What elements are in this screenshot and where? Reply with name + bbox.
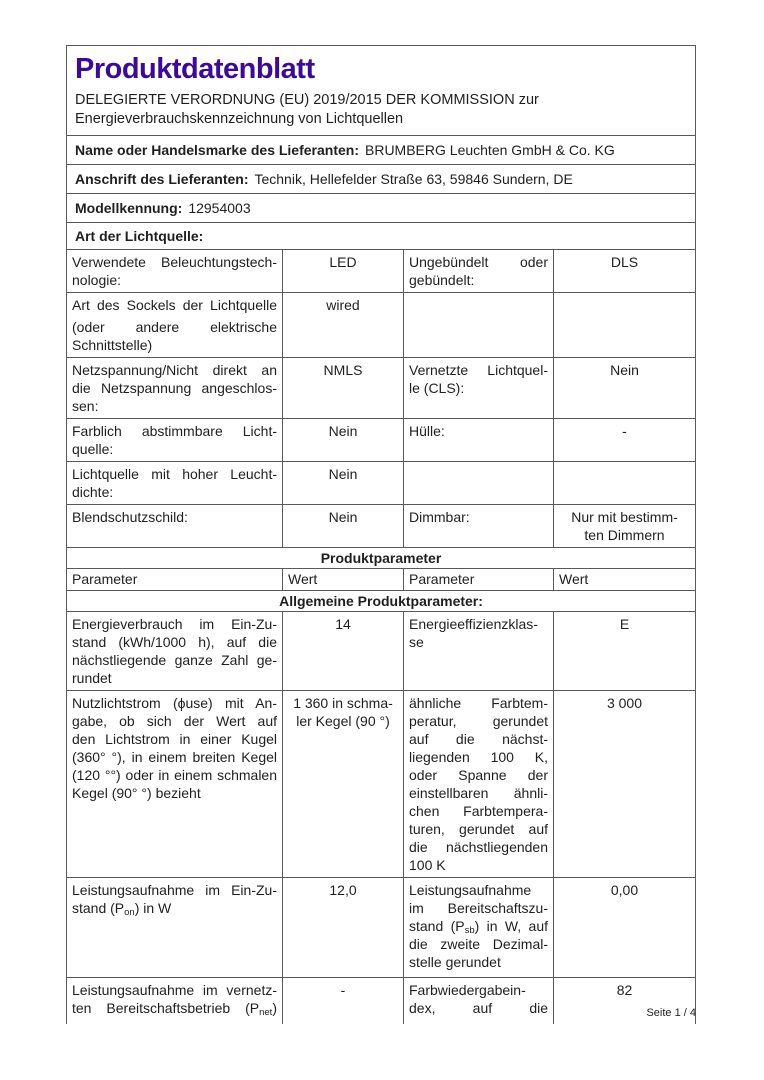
table-row [67, 877, 695, 977]
regulation-subtitle: DELEGIERTE VERORDNUNG (EU) 2019/2015 DER KOMMISSION zur Energieverbrauchskennzeichnung von Lichtquellen [75, 92, 539, 127]
param-cell: Farbwiedergabein- dex, auf die [403, 978, 553, 1024]
supplier-name-row [67, 135, 695, 164]
document-sheet [66, 45, 696, 1024]
page-title: Produktdatenblatt [75, 53, 315, 85]
value-cell: E [553, 612, 695, 690]
column-header-parameter-1: Parameter [72, 571, 138, 587]
param-cell: Ungebündelt oder gebündelt: [403, 250, 553, 292]
param-cell: Leistungsaufnahme im Ein-Zu- stand $(P_{on})$ in W [72, 882, 277, 918]
param-cell: Blendschutzschild: [72, 509, 188, 525]
param-cell: Vernetzte Lichtquel- le (CLS): [403, 358, 553, 418]
value-cell: NMLS [282, 358, 403, 418]
value-cell [553, 293, 695, 357]
value-cell: wired [282, 293, 403, 357]
column-header-value-2: Wert [553, 569, 695, 590]
model-id-value: 12954003 [188, 200, 251, 216]
section-header-light-source-type: Art der Lichtquelle: [67, 222, 695, 249]
value-cell [553, 462, 695, 504]
value-cell: 82 [553, 978, 695, 1024]
supplier-address-label: Anschrift des Lieferanten: [75, 171, 249, 187]
table-row [67, 249, 695, 292]
table-row [67, 461, 695, 504]
param-cell: Verwendete Beleuchtungstech- nologie: [72, 254, 277, 288]
value-cell: 12,0 [282, 878, 403, 977]
table-row [67, 418, 695, 461]
value-cell: DLS [553, 250, 695, 292]
param-cell: Lichtquelle mit hoher Leucht- dichte: [72, 466, 277, 500]
table-row [67, 357, 695, 418]
section-header-product-parameters: Produktparameter [67, 547, 695, 568]
supplier-address-row [67, 164, 695, 193]
param-cell: Farblich abstimmbare Licht- quelle: [72, 423, 277, 457]
param-cell: Leistungsaufnahme im vernetz- ten Bereitschaftsbetrieb $(P_{net})$ [72, 982, 277, 1018]
value-cell: 14 [282, 612, 403, 690]
value-cell: - [553, 419, 695, 461]
page-footer: Seite 1 / 4 [646, 1007, 696, 1019]
param-cell [403, 462, 553, 504]
table-row [67, 690, 695, 877]
value-cell: Nur mit bestimm- ten Dimmern [553, 505, 695, 547]
title-block [67, 46, 695, 135]
value-cell: Nein [282, 419, 403, 461]
value-cell: Nein [282, 505, 403, 547]
param-cell: Leistungsaufnahme im Bereitschaftszu- stand $(P_{sb})$ in W, auf die zweite Dezimal- stelle gerundet [403, 878, 553, 977]
table-row [67, 504, 695, 547]
model-id-row [67, 193, 695, 222]
param-cell: Hülle: [403, 419, 553, 461]
param-cell: Netzspannung/Nicht direkt an die Netzspannung angeschlos- sen: [72, 362, 277, 414]
table-row [67, 611, 695, 690]
section-header-general-parameters: Allgemeine Produktparameter: [67, 590, 695, 611]
param-cell: Nutzlichtstrom (ϕuse) mit An- gabe, ob sich der Wert auf den Lichtstrom in einer Kugel (360° °), in einem breiten Kegel (120 °°) oder in einem schmalen Kegel (90° °) bezieht [72, 695, 277, 801]
supplier-name-label: Name oder Handelsmarke des Lieferanten: [75, 142, 359, 158]
supplier-name-value: BRUMBERG Leuchten GmbH & Co. KG [365, 142, 615, 158]
param-cell: Dimmbar: [403, 505, 553, 547]
column-header-row [67, 568, 695, 590]
column-header-value-1: Wert [282, 569, 403, 590]
model-id-label: Modellkennung: [75, 200, 183, 216]
param-cell: Art des Sockels der Lichtquelle (oder andere elektrische Schnittstelle) [72, 297, 277, 353]
value-cell: Nein [553, 358, 695, 418]
value-cell: 0,00 [553, 878, 695, 977]
param-cell: ähnliche Farbtem- peratur, gerundet auf die nächst- liegenden 100 K, oder Spanne der einstellbaren ähnli- chen Farbtempera- turen, gerundet auf die nächstliegenden 100 K [403, 691, 553, 877]
value-cell: 3 000 [553, 691, 695, 877]
value-cell: Nein [282, 462, 403, 504]
value-cell: 1 360 in schma- ler Kegel (90 °) [282, 691, 403, 877]
param-cell: Energieverbrauch im Ein-Zu- stand (kWh/1000 h), auf die nächstliegende ganze Zahl ge- rundet [72, 616, 277, 686]
param-cell [403, 293, 553, 357]
column-header-parameter-2: Parameter [403, 569, 553, 590]
param-cell: Energieeffizienzklas- se [403, 612, 553, 690]
supplier-address-value: Technik, Hellefelder Straße 63, 59846 Sundern, DE [254, 171, 573, 187]
value-cell: - [282, 978, 403, 1024]
datasheet-table [66, 45, 696, 1024]
table-row [67, 292, 695, 357]
value-cell: LED [282, 250, 403, 292]
